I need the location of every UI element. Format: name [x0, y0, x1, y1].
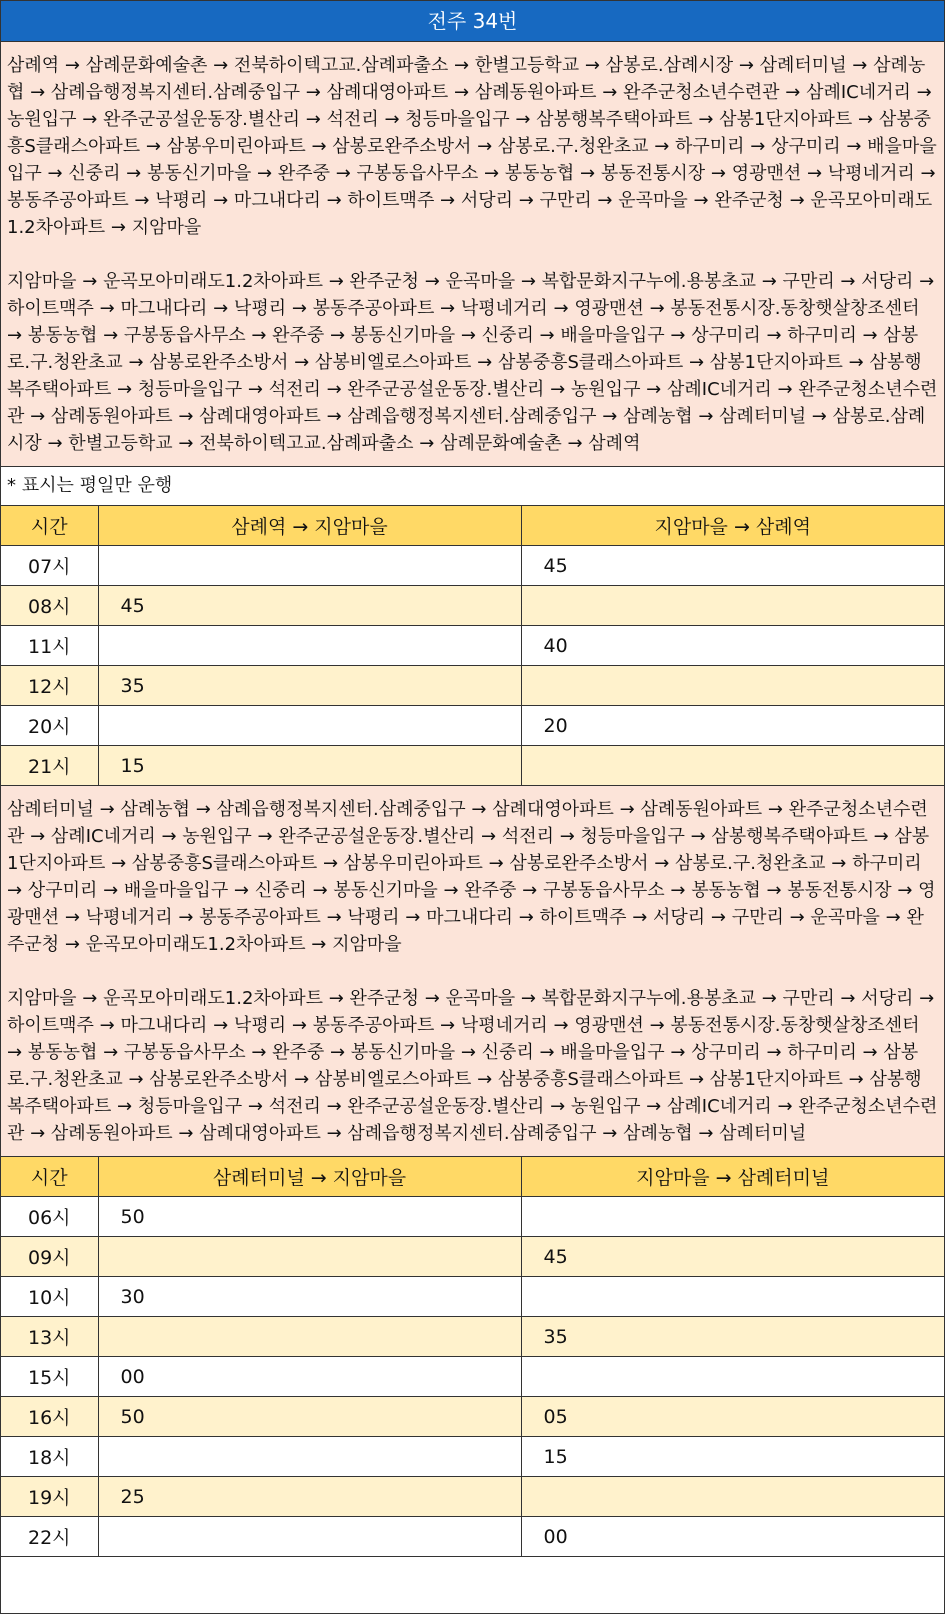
table-row [1, 546, 944, 586]
hour-cell: 15시 [1, 1357, 98, 1397]
minute-cell-forward [98, 626, 521, 666]
hour-cell: 07시 [1, 546, 98, 586]
table-row [1, 1477, 944, 1517]
route-description-2 [1, 786, 944, 1157]
minute-cell-forward: 50 [98, 1197, 521, 1237]
hour-cell: 19시 [1, 1477, 98, 1517]
header-direction-forward: 삼례터미널 → 지암마을 [98, 1157, 521, 1197]
minute-cell-backward [521, 746, 944, 786]
timetable-1 [1, 506, 944, 786]
minute-cell-forward: 35 [98, 666, 521, 706]
table-row [1, 666, 944, 706]
hour-cell: 06시 [1, 1197, 98, 1237]
route-backward-text: 지암마을 → 운곡모아미래도1.2차아파트 → 완주군청 → 운곡마을 → 복합문화지구누에.용봉초교 → 구만리 → 서당리 → 하이트맥주 → 마그내다리 → 낙평리 → 봉동주공아파트 → 낙평네거리 → 영광맨션 → 봉동전통시장.동창햇살창조센터 → 봉동농협 → 구봉동읍사무소 → 완주중 → 봉동신기마을 → 신중리 → 배을마을입구 → 상구미리 → 하구미리 → 삼봉로.구.청완초교 → 삼봉로완주소방서 → 삼봉비엘로스아파트 → 삼봉중흥S클래스아파트 → 삼봉1단지아파트 → 삼봉행복주택아파트 → 청등마을입구 → 석전리 → 완주군공설운동장.별산리 → 농원입구 → 삼례IC네거리 → 완주군청소년수련관 → 삼례동원아파트 → 삼례대영아파트 → 삼례읍행정복지센터.삼례중입구 → 삼례농협 → 삼례터미널 [7, 988, 938, 1144]
table-row [1, 706, 944, 746]
route-description-1 [1, 42, 944, 467]
route-forward-text: 삼례역 → 삼례문화예술촌 → 전북하이텍고교.삼례파출소 → 한별고등학교 → 삼봉로.삼례시장 → 삼례터미널 → 삼례농협 → 삼례읍행정복지센터.삼례중입구 → 삼례대영아파트 → 삼례동원아파트 → 완주군청소년수련관 → 삼례IC네거리 → 농원입구 → 완주군공설운동장.별산리 → 석전리 → 청등마을입구 → 삼봉행복주택아파트 → 삼봉1단지아파트 → 삼봉중흥S클래스아파트 → 삼봉우미린아파트 → 삼봉로완주소방서 → 삼봉로.구.청완초교 → 하구미리 → 상구미리 → 배을마을입구 → 신중리 → 봉동신기마을 → 완주중 → 구봉동읍사무소 → 봉동농협 → 봉동전통시장 → 영광맨션 → 낙평네거리 → 봉동주공아파트 → 낙평리 → 마그내다리 → 하이트맥주 → 서당리 → 구만리 → 운곡마을 → 완주군청 → 운곡모아미래도1.2차아파트 → 지암마을 [7, 55, 937, 238]
hour-cell: 12시 [1, 666, 98, 706]
route-backward-text: 지암마을 → 운곡모아미래도1.2차아파트 → 완주군청 → 운곡마을 → 복합문화지구누에.용봉초교 → 구만리 → 서당리 → 하이트맥주 → 마그내다리 → 낙평리 → 봉동주공아파트 → 낙평네거리 → 영광맨션 → 봉동전통시장.동창햇살창조센터 → 봉동농협 → 구봉동읍사무소 → 완주중 → 봉동신기마을 → 신중리 → 배을마을입구 → 상구미리 → 하구미리 → 삼봉로.구.청완초교 → 삼봉로완주소방서 → 삼봉비엘로스아파트 → 삼봉중흥S클래스아파트 → 삼봉1단지아파트 → 삼봉행복주택아파트 → 청등마을입구 → 석전리 → 완주군공설운동장.별산리 → 농원입구 → 삼례IC네거리 → 완주군청소년수련관 → 삼례동원아파트 → 삼례대영아파트 → 삼례읍행정복지센터.삼례중입구 → 삼례농협 → 삼례터미널 → 삼봉로.삼례시장 → 한별고등학교 → 전북하이텍고교.삼례파출소 → 삼례문화예술촌 → 삼례역 [7, 271, 938, 454]
minute-cell-forward: 25 [98, 1477, 521, 1517]
minute-cell-backward [521, 1357, 944, 1397]
hour-cell: 16시 [1, 1397, 98, 1437]
minute-cell-backward [521, 666, 944, 706]
table-row [1, 1397, 944, 1437]
timetable-2 [1, 1157, 944, 1557]
minute-cell-forward: 15 [98, 746, 521, 786]
minute-cell-forward [98, 1437, 521, 1477]
minute-cell-forward [98, 546, 521, 586]
table-row [1, 1197, 944, 1237]
hour-cell: 09시 [1, 1237, 98, 1277]
minute-cell-forward [98, 1317, 521, 1357]
minute-cell-backward [521, 1477, 944, 1517]
minute-cell-backward: 45 [521, 1237, 944, 1277]
minute-cell-forward: 30 [98, 1277, 521, 1317]
table-row [1, 1517, 944, 1557]
minute-cell-backward: 40 [521, 626, 944, 666]
table-header-row [1, 1157, 944, 1197]
minute-cell-backward [521, 586, 944, 626]
hour-cell: 22시 [1, 1517, 98, 1557]
hour-cell: 21시 [1, 746, 98, 786]
minute-cell-backward: 00 [521, 1517, 944, 1557]
hour-cell: 18시 [1, 1437, 98, 1477]
minute-cell-backward [521, 1197, 944, 1237]
table-row [1, 1357, 944, 1397]
table-header-row [1, 506, 944, 546]
table-row [1, 1437, 944, 1477]
hour-cell: 20시 [1, 706, 98, 746]
weekday-note: * 표시는 평일만 운행 [1, 467, 944, 506]
hour-cell: 13시 [1, 1317, 98, 1357]
minute-cell-backward: 45 [521, 546, 944, 586]
minute-cell-forward: 50 [98, 1397, 521, 1437]
minute-cell-forward [98, 1517, 521, 1557]
table-row [1, 1317, 944, 1357]
hour-cell: 08시 [1, 586, 98, 626]
hour-cell: 11시 [1, 626, 98, 666]
hour-cell: 10시 [1, 1277, 98, 1317]
minute-cell-backward: 15 [521, 1437, 944, 1477]
minute-cell-backward: 35 [521, 1317, 944, 1357]
minute-cell-backward: 20 [521, 706, 944, 746]
header-direction-backward: 지암마을 → 삼례터미널 [521, 1157, 944, 1197]
table-row [1, 746, 944, 786]
header-hour: 시간 [1, 506, 98, 546]
minute-cell-backward: 05 [521, 1397, 944, 1437]
minute-cell-backward [521, 1277, 944, 1317]
minute-cell-forward [98, 706, 521, 746]
table-row [1, 1277, 944, 1317]
route-forward-text: 삼례터미널 → 삼례농협 → 삼례읍행정복지센터.삼례중입구 → 삼례대영아파트 → 삼례동원아파트 → 완주군청소년수련관 → 삼례IC네거리 → 농원입구 → 완주군공설운동장.별산리 → 석전리 → 청등마을입구 → 삼봉행복주택아파트 → 삼봉1단지아파트 → 삼봉중흥S클래스아파트 → 삼봉우미린아파트 → 삼봉로완주소방서 → 삼봉로.구.청완초교 → 하구미리 → 상구미리 → 배을마을입구 → 신중리 → 봉동신기마을 → 완주중 → 구봉동읍사무소 → 봉동농협 → 봉동전통시장 → 영광맨션 → 낙평네거리 → 봉동주공아파트 → 낙평리 → 마그내다리 → 하이트맥주 → 서당리 → 구만리 → 운곡마을 → 완주군청 → 운곡모아미래도1.2차아파트 → 지암마을 [7, 799, 936, 955]
table-row [1, 586, 944, 626]
minute-cell-forward: 45 [98, 586, 521, 626]
header-direction-backward: 지암마을 → 삼례역 [521, 506, 944, 546]
header-hour: 시간 [1, 1157, 98, 1197]
minute-cell-forward: 00 [98, 1357, 521, 1397]
page-title: 전주 34번 [1, 1, 944, 42]
table-row [1, 626, 944, 666]
header-direction-forward: 삼례역 → 지암마을 [98, 506, 521, 546]
minute-cell-forward [98, 1237, 521, 1277]
table-row [1, 1237, 944, 1277]
